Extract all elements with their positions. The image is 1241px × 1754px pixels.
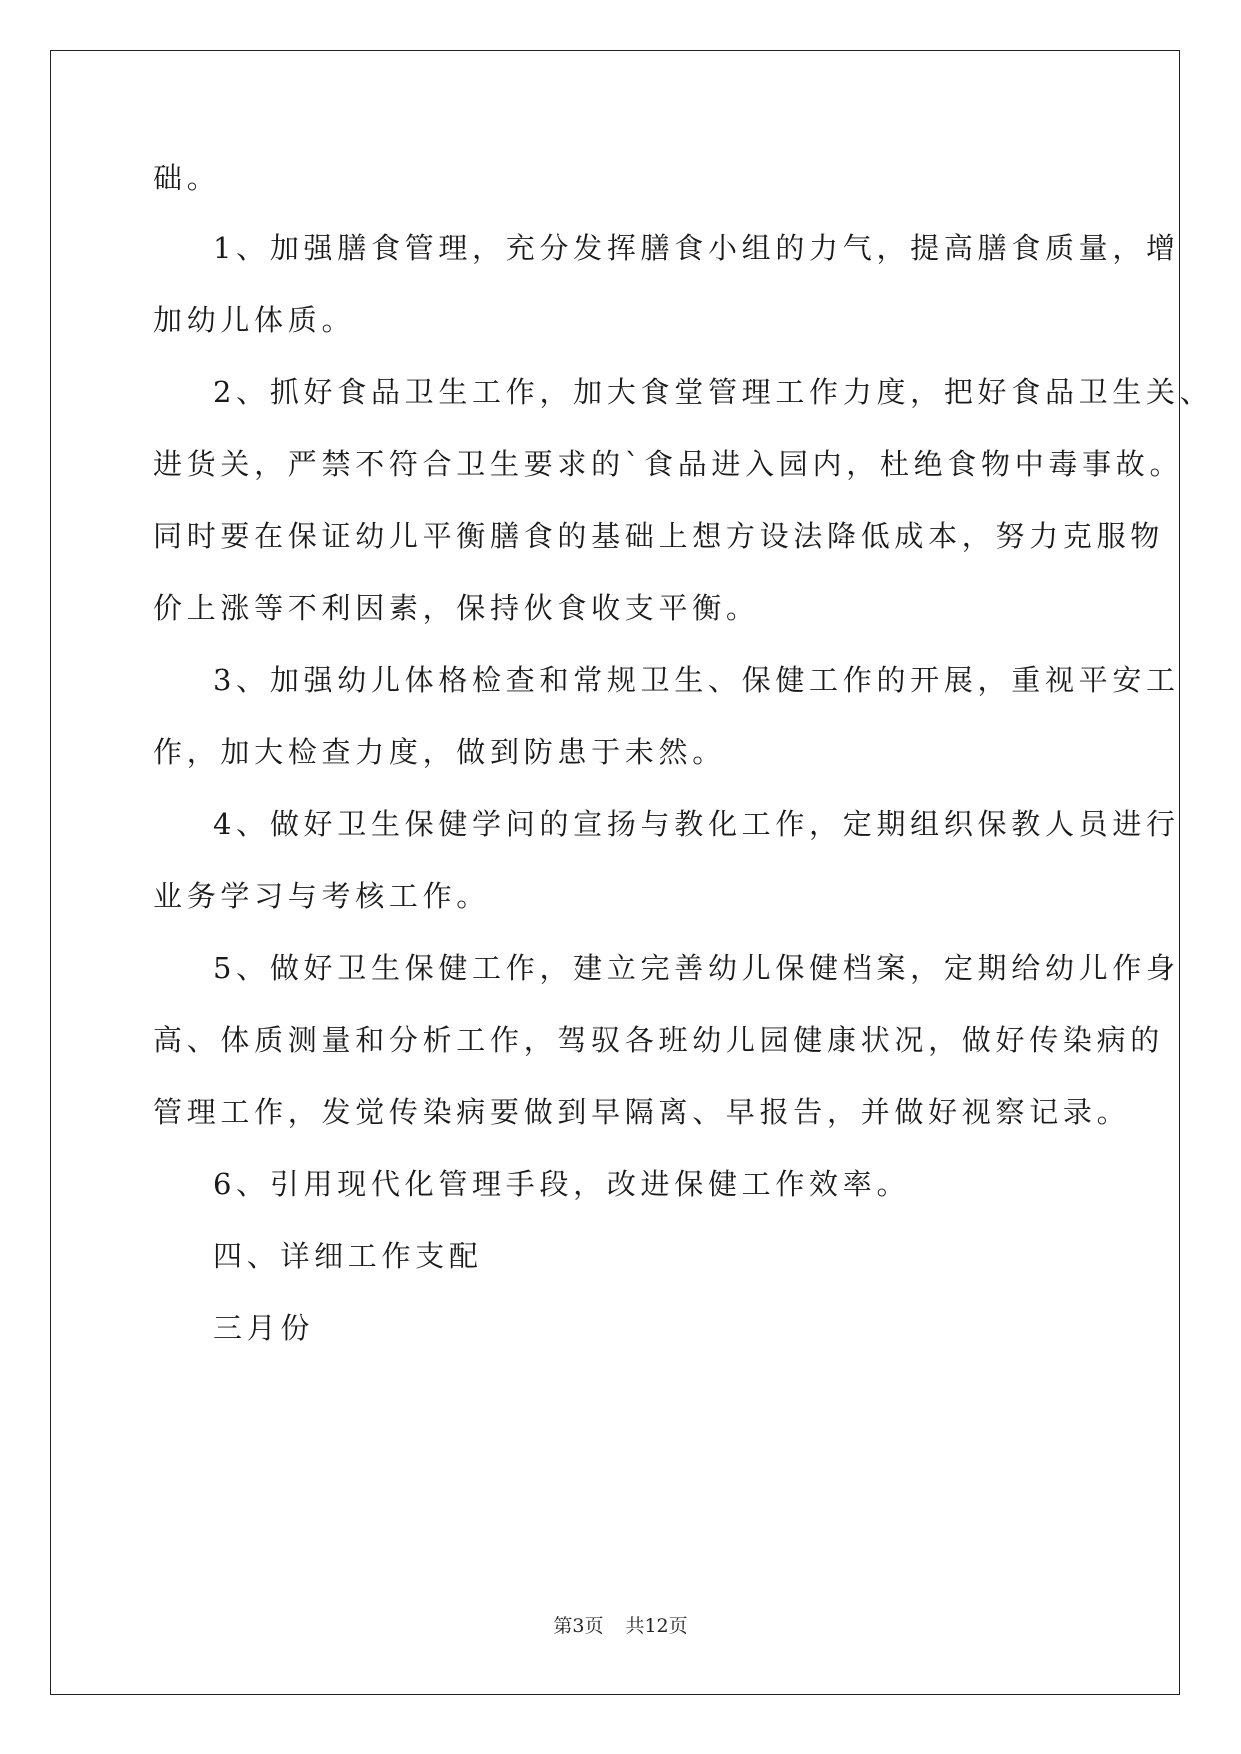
text-line: 价上涨等不利因素，保持伙食收支平衡。 (153, 591, 760, 625)
text-line: 进货关，严禁不符合卫生要求的`食品进入园内，杜绝食物中毒事故。 (153, 447, 1184, 481)
current-page-number: 第3页 (553, 1615, 604, 1637)
text-line: 三月份 (213, 1311, 315, 1345)
total-pages: 共12页 (625, 1615, 688, 1637)
text-line: 作，加大检查力度，做到防患于未然。 (153, 735, 726, 769)
text-line: 加幼儿体质。 (153, 303, 356, 337)
text-line: 2、抓好食品卫生工作，加大食堂管理工作力度，把好食品卫生关、 (213, 375, 1214, 409)
text-line: 业务学习与考核工作。 (153, 879, 491, 913)
text-line: 四、详细工作支配 (213, 1239, 483, 1273)
text-line: 高、体质测量和分析工作，驾驭各班幼儿园健康状况，做好传染病的 (153, 1023, 1165, 1057)
text-line: 同时要在保证幼儿平衡膳食的基础上想方设法降低成本，努力克服物 (153, 519, 1165, 553)
text-line: 管理工作，发觉传染病要做到早隔离、早报告，并做好视察记录。 (153, 1095, 1131, 1129)
text-line: 3、加强幼儿体格检查和常规卫生、保健工作的开展，重视平安工 (213, 663, 1180, 697)
text-line: 6、引用现代化管理手段，改进保健工作效率。 (213, 1167, 911, 1201)
text-line: 5、做好卫生保健工作，建立完善幼儿保健档案，定期给幼儿作身 (213, 951, 1180, 985)
page-border (50, 50, 1180, 1695)
text-line: 4、做好卫生保健学问的宣扬与教化工作，定期组织保教人员进行 (213, 807, 1180, 841)
text-line: 1、加强膳食管理，充分发挥膳食小组的力气，提高膳食质量，增 (213, 231, 1180, 265)
text-line: 础。 (153, 161, 221, 195)
page-footer (0, 1614, 1241, 1638)
